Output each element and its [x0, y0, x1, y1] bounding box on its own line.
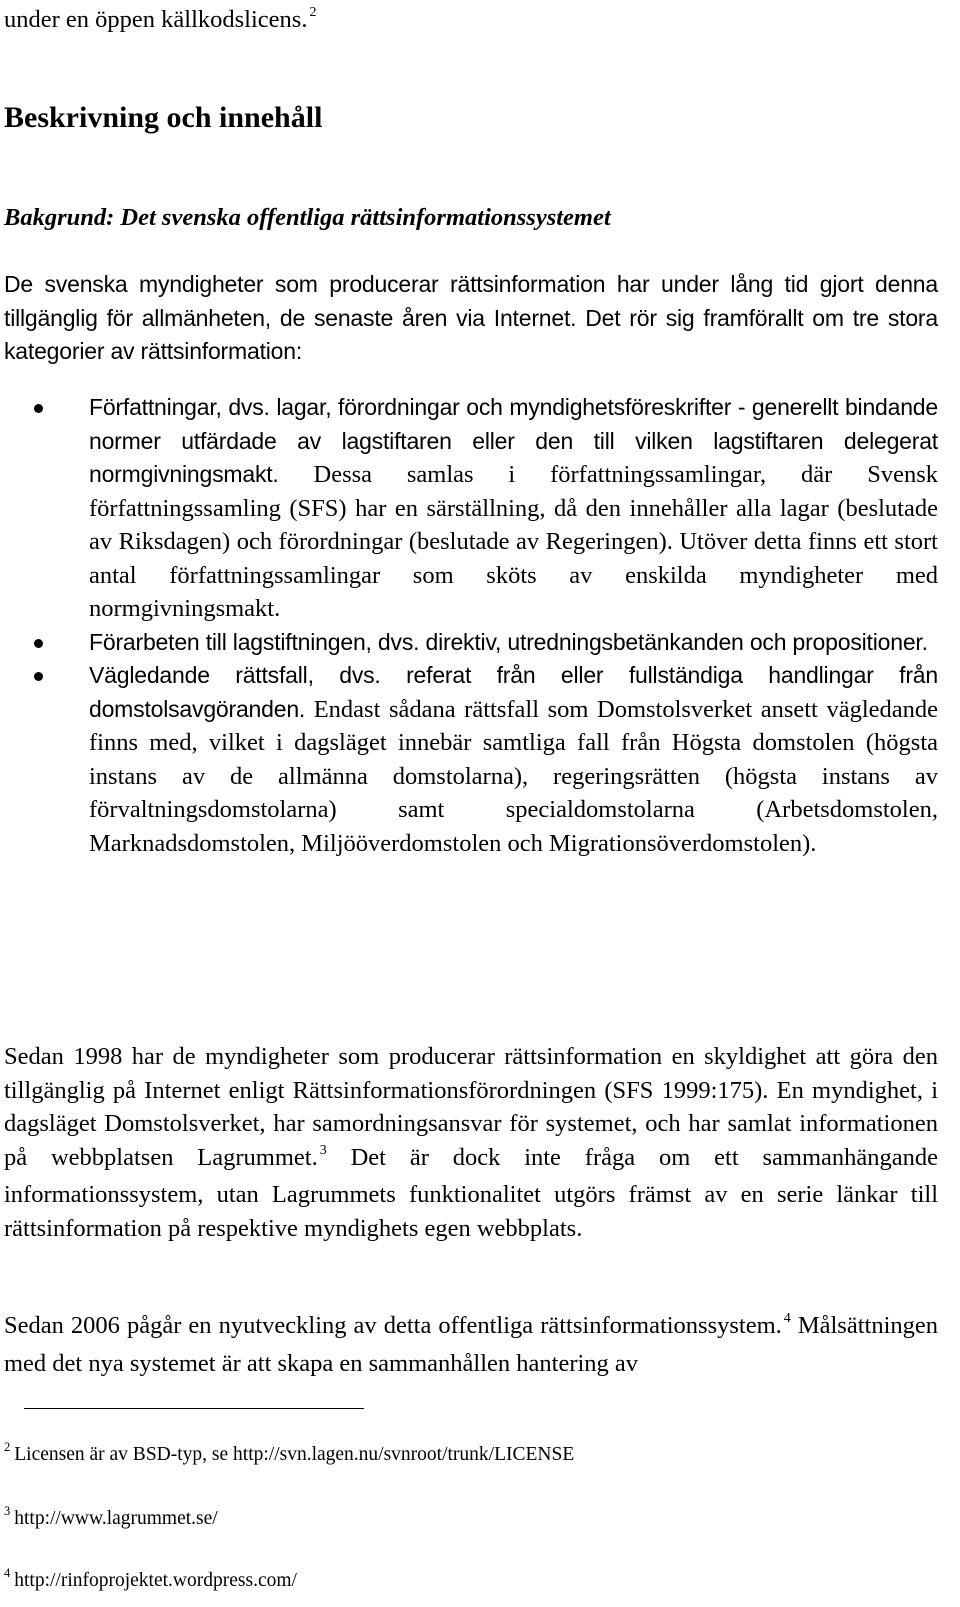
- list-item-text-sans: Förarbeten till lagstiftningen, dvs. direktiv, utredningsbetänkanden och propositioner.: [89, 628, 928, 655]
- list-item: [4, 391, 938, 626]
- list-item: [4, 626, 938, 660]
- footnote-ref-2: 2: [309, 5, 317, 20]
- list-item: [4, 659, 938, 860]
- paragraph-2006: [4, 1309, 938, 1380]
- footnote-ref-3: 3: [319, 1142, 327, 1158]
- footnote-link[interactable]: http://rinfoprojektet.wordpress.com/: [14, 1570, 297, 1591]
- paragraph-1998-text: Sedan 1998 har de myndigheter som producerar rättsinformation en skyldighet att göra den tillgänglig på Internet enligt Rättsinformationsförordningen (SFS 1999:175). En myndighet, i dagsläget Domstolsverket, har samordningsansvar för systemet, och har samlat informationen på webbplatsen Lagrummet.: [4, 1043, 938, 1171]
- continuation-line: [4, 0, 316, 44]
- intro-paragraph: De svenska myndigheter som producerar rättsinformation har under lång tid gjort denna tillgänglig för allmänheten, de senaste åren via Internet. Det rör sig framförallt om tre stora kategorier av rättsinformation:: [4, 271, 938, 364]
- bullet-icon: [34, 404, 43, 413]
- continuation-text: under en öppen källkodslicens.: [4, 6, 308, 33]
- footnote-divider: [24, 1408, 364, 1409]
- bullet-icon: [34, 672, 43, 681]
- footnote-3: [4, 1504, 218, 1535]
- footnote-text: Licensen är av BSD-typ, se http://svn.lagen.nu/svnroot/trunk/LICENSE: [14, 1444, 575, 1465]
- footnote-ref-4: 4: [783, 1311, 791, 1326]
- paragraph-1998-text-continued: Det är dock inte fråga om ett sammanhängande informationssystem, utan Lagrummets funktionalitet utgörs främst av en serie länkar till rättsinformation på respektive myndighets egen webbplats.: [4, 1143, 938, 1242]
- footnote-4: [4, 1566, 297, 1597]
- list-item-text-serif: Dessa samlas i författningssamlingar, där Svensk författningssamling (SFS) har en särställning, då den innehåller alla lagar (beslutade av Riksdagen) och förordningar (beslutade av Regeringen). Utöver detta finns ett stort antal författningssamlingar som sköts av enskilda myndigheter med normgivningsmakt.: [89, 461, 938, 622]
- paragraph-2006-text: Sedan 2006 pågår en nyutveckling av detta offentliga rättsinformationssystem.: [4, 1312, 782, 1339]
- footnote-number: 3: [4, 1504, 11, 1518]
- paragraph-2006-text-continued: Målsättningen med det nya systemet är att skapa en sammanhållen hantering av: [4, 1312, 938, 1377]
- list-item-text-sans: Författningar, dvs. lagar, förordningar och myndighetsföreskrifter - generellt bindande normer utfärdade av lagstiftaren eller den till vilken lagstiftaren delegerat normgivningsmakt.: [89, 394, 938, 487]
- paragraph-1998: [4, 1040, 938, 1245]
- list-item-text-serif: Endast sådana rättsfall som Domstolsverket ansett vägledande finns med, vilket i dagsläget innebär samtliga fall från Högsta domstolen (högsta instans av de allmänna domstolarna), regeringsrätten (högsta instans av förvaltningsdomstolarna) samt specialdomstolarna (Arbetsdomstolen, Marknadsdomstolen, Miljööverdomstolen och Migrationsöverdomstolen).: [89, 695, 938, 857]
- bullet-icon: [34, 639, 43, 648]
- subsection-heading: Bakgrund: Det svenska offentliga rättsinformationssystemet: [4, 204, 611, 231]
- footnote-number: 2: [4, 1440, 11, 1454]
- footnote-2: [4, 1440, 574, 1471]
- footnote-number: 4: [4, 1566, 11, 1580]
- category-list: [4, 391, 938, 860]
- list-item-text-sans: Vägledande rättsfall, dvs. referat från eller fullständiga handlingar från domstolsavgöranden.: [89, 662, 938, 722]
- footnote-link[interactable]: http://www.lagrummet.se/: [14, 1508, 218, 1529]
- section-heading: Beskrivning och innehåll: [4, 101, 323, 134]
